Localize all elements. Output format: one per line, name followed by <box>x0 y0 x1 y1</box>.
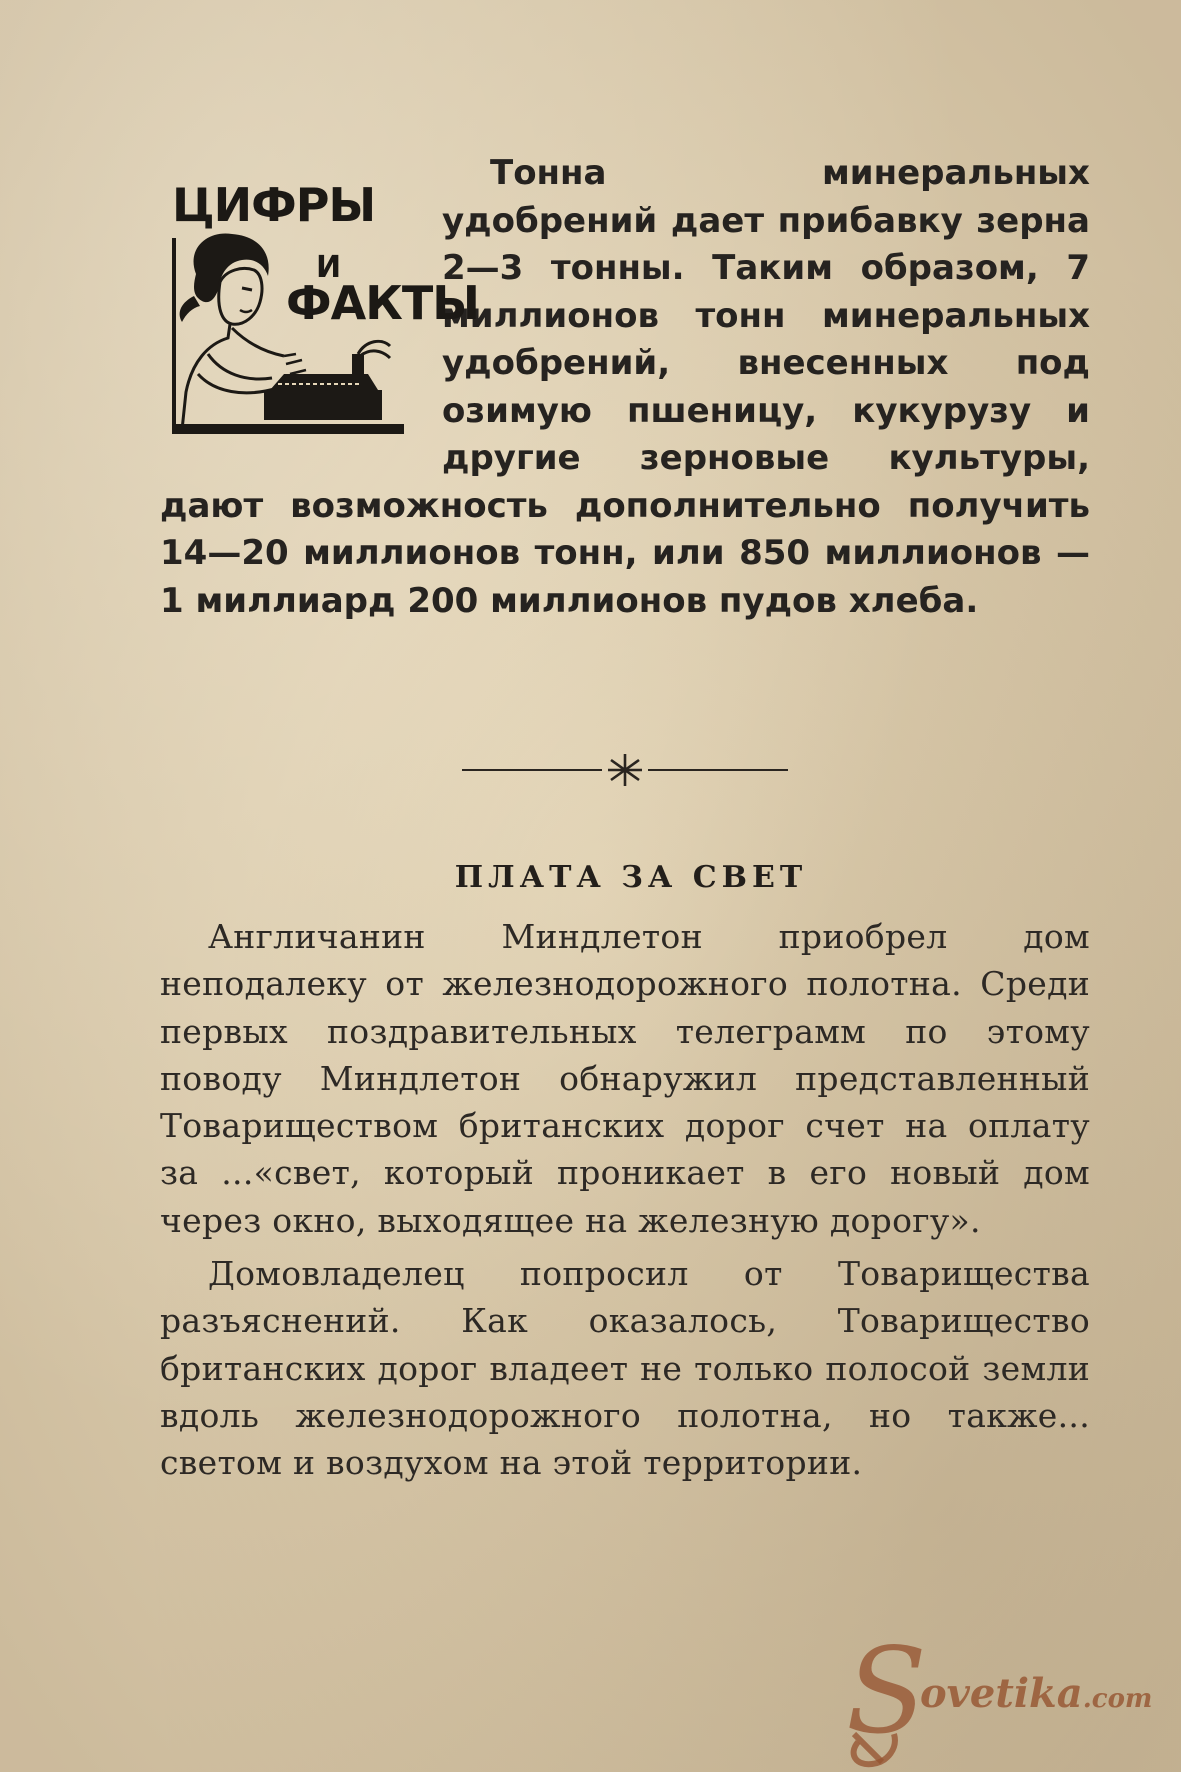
watermark-text <box>920 1670 1152 1717</box>
article-title: ПЛАТА ЗА СВЕТ <box>454 860 808 895</box>
asterisk-icon <box>608 754 642 786</box>
figures-and-facts-logo <box>168 178 479 443</box>
watermark-domain: .com <box>1082 1684 1153 1714</box>
logo-word-facts: ФАКТЫ <box>286 276 479 330</box>
logo-word-and: И <box>316 250 341 285</box>
asterisk-divider <box>462 748 788 788</box>
watermark-name: ovetika <box>920 1670 1083 1717</box>
article-paragraph-1: Англичанин Миндлетон приобрел дом неподалеку от железнодорожного полотна. Среди первых поздравительных телеграмм по этому поводу Миндлетон обнаружил представленный Товариществом британских дорог счет на оплату за ...«свет, который проникает в его новый дом через окно, выходящее на железную дорогу». <box>160 917 1090 1240</box>
article-light-fee <box>160 860 1090 1493</box>
article-paragraph-2: Домовладелец попросил от Товарищества разъяснений. Как оказалось, Товарищество британских дорог владеет не только полосой земли вдоль железнодорожного полотна, но также... светом и воздухом на этой территории. <box>160 1254 1090 1483</box>
fact-text: Тонна минеральных удобрений дает прибавку зерна 2—3 тонны. Таким образом, 7 миллионов тонн минеральных удобрений, внесенных под озимую пшеницу, кукурузу и другие зерновые культуры, дают возможность дополнительно получить 14—20 миллионов тонн, или 850 миллионов — 1 миллиард 200 миллионов пудов хлеба. <box>160 153 1090 621</box>
facts-section <box>160 150 1090 670</box>
sovetika-watermark <box>836 1622 1176 1770</box>
girl-at-typewriter-icon <box>168 178 408 443</box>
watermark-initial: S <box>846 1622 927 1760</box>
logo-word-figures: ЦИФРЫ <box>172 178 376 232</box>
